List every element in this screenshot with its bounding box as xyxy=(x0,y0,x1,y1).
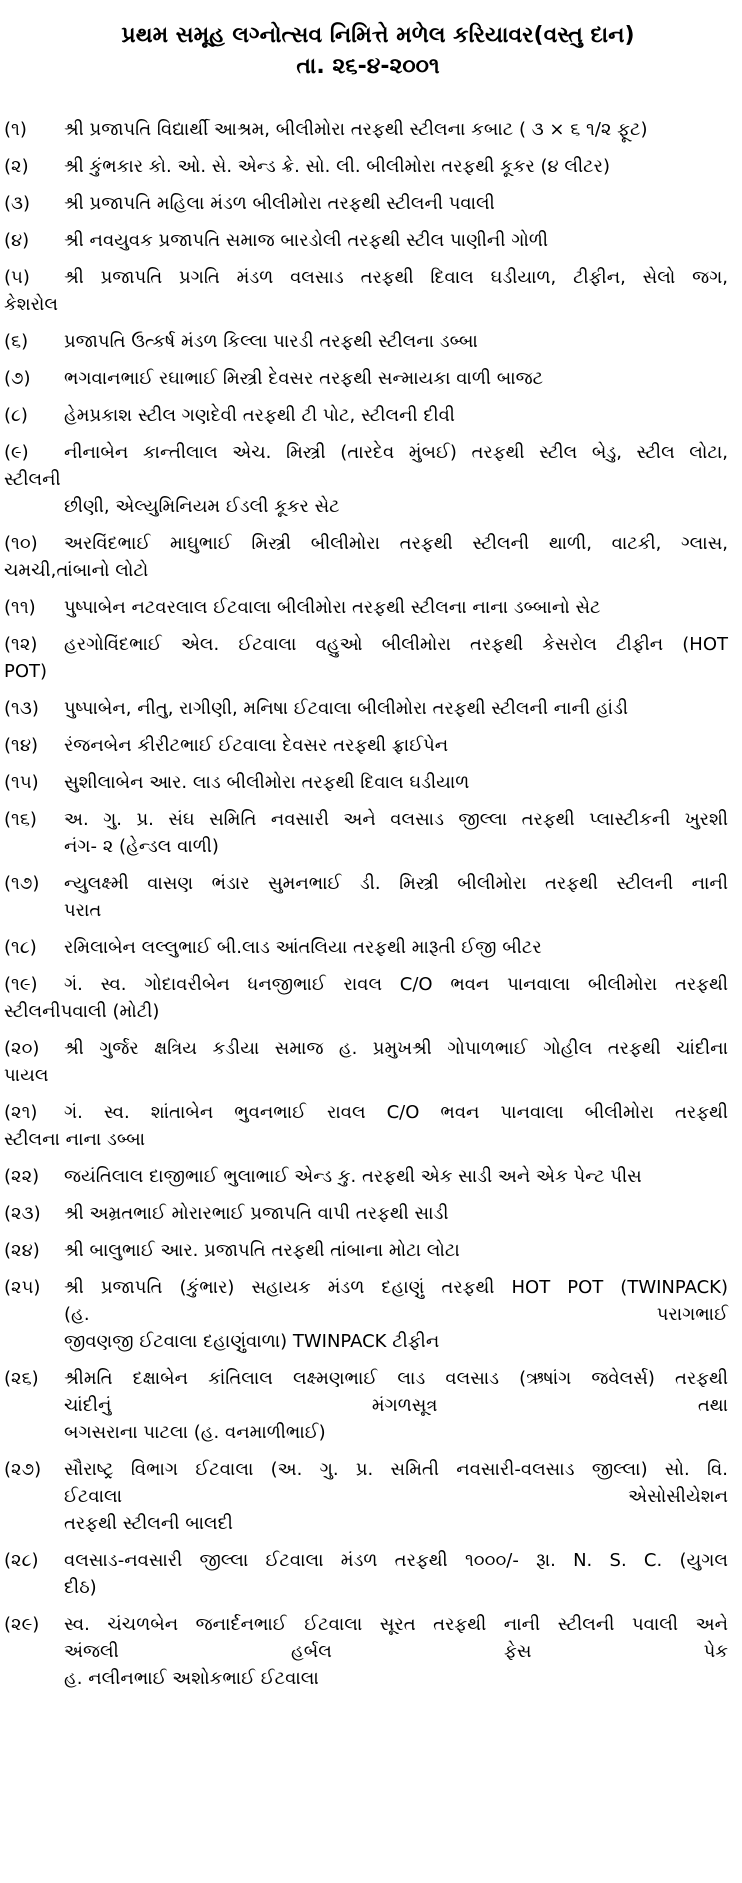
item-line: સ્ટીલનીપવાલી (મોટી) xyxy=(4,1001,160,1022)
item-line: શ્રી પ્રજાપતિ વિદ્યાર્થી આશ્રમ, બીલીમોરા તરફથી સ્ટીલના કબાટ ( ૩ × ૬ ૧/૨ ફૂટ) xyxy=(64,119,648,140)
list-item xyxy=(4,1274,728,1355)
item-line: જયંતિલાલ દાજીભાઈ ભુલાભાઈ એન્ડ કુ. તરફથી એક સાડી અને એક પેન્ટ પીસ xyxy=(64,1166,642,1187)
item-line: શ્રી પ્રજાપતિ (કુંભાર) સહાયક મંડળ દહાણું તરફથી HOT POT (TWINPACK) xyxy=(64,1277,728,1298)
item-line: શ્રીમતિ દક્ષાબેન કાંતિલાલ લક્ષ્મણભાઈ લાડ વલસાડ (ઋષાંગ જવેલર્સ) તરફથી xyxy=(64,1368,728,1389)
item-line: પ્રજાપતિ ઉત્કર્ષ મંડળ કિલ્લા પારડી તરફથી સ્ટીલના ડબ્બા xyxy=(64,331,478,352)
item-number: (૨૨) xyxy=(4,1166,40,1187)
item-line: છીણી, એલ્યુમિનિયમ ઈડલી કૂકર સેટ xyxy=(64,496,340,517)
item-line: જીવણજી ઈટવાલા દહાણુંવાળા) TWINPACK ટીફીન xyxy=(64,1331,440,1352)
item-number: (૨૬) xyxy=(4,1368,39,1389)
list-item xyxy=(4,190,728,217)
item-text xyxy=(64,328,728,355)
item-number: (૨૦) xyxy=(4,1038,40,1059)
item-line: શ્રી ગુર્જર ક્ષત્રિય કડીયા સમાજ હ. પ્રમુખશ્રી ગોપાળભાઈ ગોહીલ તરફથી ચાંદીના xyxy=(64,1038,728,1059)
item-text xyxy=(64,402,728,429)
item-line: ભગવાનભાઈ રઘાભાઈ મિસ્ત્રી દેવસર તરફથી સન્માયકા વાળી બાજટ xyxy=(64,368,544,389)
item-text xyxy=(64,934,728,961)
item-number: (૧૯) xyxy=(4,974,38,995)
item-text xyxy=(64,153,728,180)
item-line: હ. નલીનભાઈ અશોકભાઈ ઈટવાલા xyxy=(64,1668,319,1689)
list-item xyxy=(4,1099,728,1153)
item-number: (૭) xyxy=(4,368,31,389)
item-line: શ્રી પ્રજાપતિ મહિલા મંડળ બીલીમોરા તરફથી સ્ટીલની પવાલી xyxy=(64,193,495,214)
item-number: (૯) xyxy=(4,442,29,463)
item-number: (૧૧) xyxy=(4,597,36,618)
list-item xyxy=(4,365,728,392)
item-text xyxy=(64,1547,728,1601)
item-line: સ્ટીલના નાના ડબ્બા xyxy=(4,1129,146,1150)
item-line: અ. ગુ. પ્ર. સંઘ સમિતિ નવસારી અને વલસાડ જીલ્લા તરફથી પ્લાસ્ટીકની ખુરશી xyxy=(64,809,728,830)
item-number: (૮) xyxy=(4,405,28,426)
list-item xyxy=(4,769,728,796)
list-item xyxy=(4,870,728,924)
item-number: (૨૯) xyxy=(4,1614,40,1635)
item-text xyxy=(64,1200,728,1227)
item-line: ગં. સ્વ. ગોદાવરીબેન ધનજીભાઈ રાવલ C/O ભવન પાનવાલા બીલીમોરા તરફથી xyxy=(64,974,728,995)
item-line: શ્રી કુંભકાર કો. ઓ. સે. એન્ડ ક્રે. સો. લી. બીલીમોરા તરફથી કૂકર (૪ લીટર) xyxy=(64,156,610,177)
item-text xyxy=(64,190,728,217)
list-item xyxy=(4,227,728,254)
list-item xyxy=(4,1035,728,1089)
item-text xyxy=(64,1237,728,1264)
item-line: ન્યુલક્ષ્મી વાસણ ભંડાર સુમનભાઈ ડી. મિસ્ત્રી બીલીમોરા તરફથી સ્ટીલની નાની xyxy=(64,873,728,894)
item-line: અરવિંદભાઈ માઘુભાઈ મિસ્ત્રી બીલીમોરા તરફથી સ્ટીલની થાળી, વાટકી, ગ્લાસ, xyxy=(64,533,728,554)
item-line: પુષ્પાબેન નટવરલાલ ઈટવાલા બીલીમોરા તરફથી સ્ટીલના નાના ડબ્બાનો સેટ xyxy=(64,597,601,618)
item-text xyxy=(64,1365,728,1446)
item-line: ચાંદીનું મંગળસૂત્ર તથા xyxy=(64,1395,728,1416)
document-date: તા. ૨૬-૪-૨૦૦૧ xyxy=(296,54,440,79)
item-number: (૧૩) xyxy=(4,698,39,719)
list-item xyxy=(4,695,728,722)
list-item xyxy=(4,806,728,860)
item-text xyxy=(4,264,728,318)
list-item xyxy=(4,934,728,961)
item-number: (૩) xyxy=(4,193,31,214)
list-item xyxy=(4,153,728,180)
item-number: (૧૭) xyxy=(4,873,40,894)
list-item xyxy=(4,594,728,621)
item-number: (૫) xyxy=(4,267,30,288)
donation-list xyxy=(4,116,728,1692)
item-number: (૧૦) xyxy=(4,533,38,554)
item-text xyxy=(64,870,728,924)
item-line: હેમપ્રકાશ સ્ટીલ ગણદેવી તરફથી ટી પોટ, સ્ટીલની દીવી xyxy=(64,405,455,426)
item-line: ઈટવાલા એસોસીયેશન xyxy=(64,1486,728,1507)
list-item xyxy=(4,530,728,584)
list-item xyxy=(4,116,728,143)
item-text xyxy=(64,1163,728,1190)
item-number: (૨૩) xyxy=(4,1203,41,1224)
item-text xyxy=(64,594,728,621)
item-text xyxy=(64,732,728,759)
item-line: (હ. પરાગભાઈ xyxy=(64,1304,728,1325)
item-line: POT) xyxy=(4,661,48,682)
item-line: ગં. સ્વ. શાંતાબેન ભુવનભાઈ રાવલ C/O ભવન પાનવાલા બીલીમોરા તરફથી xyxy=(64,1102,728,1123)
list-item xyxy=(4,1163,728,1190)
list-item xyxy=(4,1365,728,1446)
item-number: (૪) xyxy=(4,230,30,251)
item-line: શ્રી નવયુવક પ્રજાપતિ સમાજ બારડોલી તરફથી સ્ટીલ પાણીની ગોળી xyxy=(64,230,549,251)
item-line: ચમચી,તાંબાનો લોટો xyxy=(4,560,149,581)
list-item xyxy=(4,631,728,685)
document-title: પ્રથમ સમૂહ લગ્નોત્સવ નિમિત્તે મળેલ કરિયાવર(વસ્તુ દાન) xyxy=(121,23,635,48)
item-line: સ્ટીલની xyxy=(4,469,61,490)
item-number: (૨) xyxy=(4,156,29,177)
item-line: સુશીલાબેન આર. લાડ બીલીમોરા તરફથી દિવાલ ઘડીયાળ xyxy=(64,772,470,793)
item-line: નીનાબેન કાન્તીલાલ એચ. મિસ્ત્રી (તારદેવ મુંબઈ) તરફથી સ્ટીલ બેડુ, સ્ટીલ લોટા, xyxy=(64,442,728,463)
item-number: (૧૨) xyxy=(4,634,38,655)
list-item xyxy=(4,1456,728,1537)
list-item xyxy=(4,971,728,1025)
list-item xyxy=(4,1200,728,1227)
item-number: (૨૭) xyxy=(4,1459,42,1480)
item-number: (૧૪) xyxy=(4,735,39,756)
list-item xyxy=(4,328,728,355)
list-item xyxy=(4,264,728,318)
item-line: પુષ્પાબેન, નીતુ, રાગીણી, મનિષા ઈટવાલા બીલીમોરા તરફથી સ્ટીલની નાની હાંડી xyxy=(64,698,629,719)
item-text xyxy=(64,769,728,796)
item-line: દીઠ) xyxy=(64,1577,97,1598)
item-line: રંજનબેન કીરીટભાઈ ઈટવાલા દેવસર તરફથી ફ્રાઈપેન xyxy=(64,735,449,756)
item-line: વલસાડ-નવસારી જીલ્લા ઈટવાલા મંડળ તરફથી ૧૦૦૦/- રૂા. N. S. C. (યુગલ xyxy=(64,1550,728,1571)
item-line: નંગ- ૨ (હેન્ડલ વાળી) xyxy=(64,836,219,857)
item-text xyxy=(64,1456,728,1537)
item-number: (૬) xyxy=(4,331,29,352)
item-number: (૧૫) xyxy=(4,772,39,793)
list-item xyxy=(4,1237,728,1264)
item-line: સૌરાષ્ટ્ર વિભાગ ઈટવાલા (અ. ગુ. પ્ર. સમિતી નવસારી-વલસાડ જીલ્લા) સો. વિ. xyxy=(64,1459,728,1480)
item-text xyxy=(64,806,728,860)
item-line: પરાત xyxy=(64,900,102,921)
item-number: (૨૪) xyxy=(4,1240,40,1261)
list-item xyxy=(4,1547,728,1601)
item-text xyxy=(64,695,728,722)
list-item xyxy=(4,1611,728,1692)
list-item xyxy=(4,439,728,520)
item-number: (૨૮) xyxy=(4,1550,39,1571)
item-text xyxy=(4,439,728,520)
item-number: (૧૮) xyxy=(4,937,37,958)
item-line: બગસરાના પાટલા (હ. વનમાળીભાઈ) xyxy=(64,1422,326,1443)
item-number: (૧૬) xyxy=(4,809,37,830)
item-number: (૨૫) xyxy=(4,1277,41,1298)
item-text xyxy=(64,116,728,143)
list-item xyxy=(4,402,728,429)
item-line: કેશરોલ xyxy=(4,294,58,315)
item-text xyxy=(64,365,728,392)
item-line: રમિલાબેન લલ્લુભાઈ બી.લાડ આંતલિયા તરફથી મારૂતી ઈજી બીટર xyxy=(64,937,542,958)
item-text xyxy=(64,1274,728,1355)
item-line: સ્વ. ચંચળબેન જનાર્દનભાઈ ઈટવાલા સૂરત તરફથી નાની સ્ટીલની પવાલી અને xyxy=(64,1614,728,1635)
item-line: પાયલ xyxy=(4,1065,49,1086)
item-line: શ્રી પ્રજાપતિ પ્રગતિ મંડળ વલસાડ તરફથી દિવાલ ઘડીયાળ, ટીફીન, સેલો જગ, xyxy=(64,267,728,288)
item-line: તરફથી સ્ટીલની બાલદી xyxy=(64,1513,233,1534)
item-number: (૧) xyxy=(4,119,27,140)
item-text xyxy=(64,1611,728,1692)
list-item xyxy=(4,732,728,759)
item-line: શ્રી બાલુભાઈ આર. પ્રજાપતિ તરફથી તાંબાના મોટા લોટા xyxy=(64,1240,460,1261)
item-line: અંજલી હર્બલ ફેસ પેક xyxy=(64,1641,728,1662)
item-line: હરગોવિંદભાઈ એલ. ઈટવાલા વહુઓ બીલીમોરા તરફથી કેસરોલ ટીફીન (HOT xyxy=(64,634,728,655)
item-number: (૨૧) xyxy=(4,1102,38,1123)
item-line: શ્રી અમ્રતભાઈ મોરારભાઈ પ્રજાપતિ વાપી તરફથી સાડી xyxy=(64,1203,449,1224)
item-text xyxy=(64,227,728,254)
